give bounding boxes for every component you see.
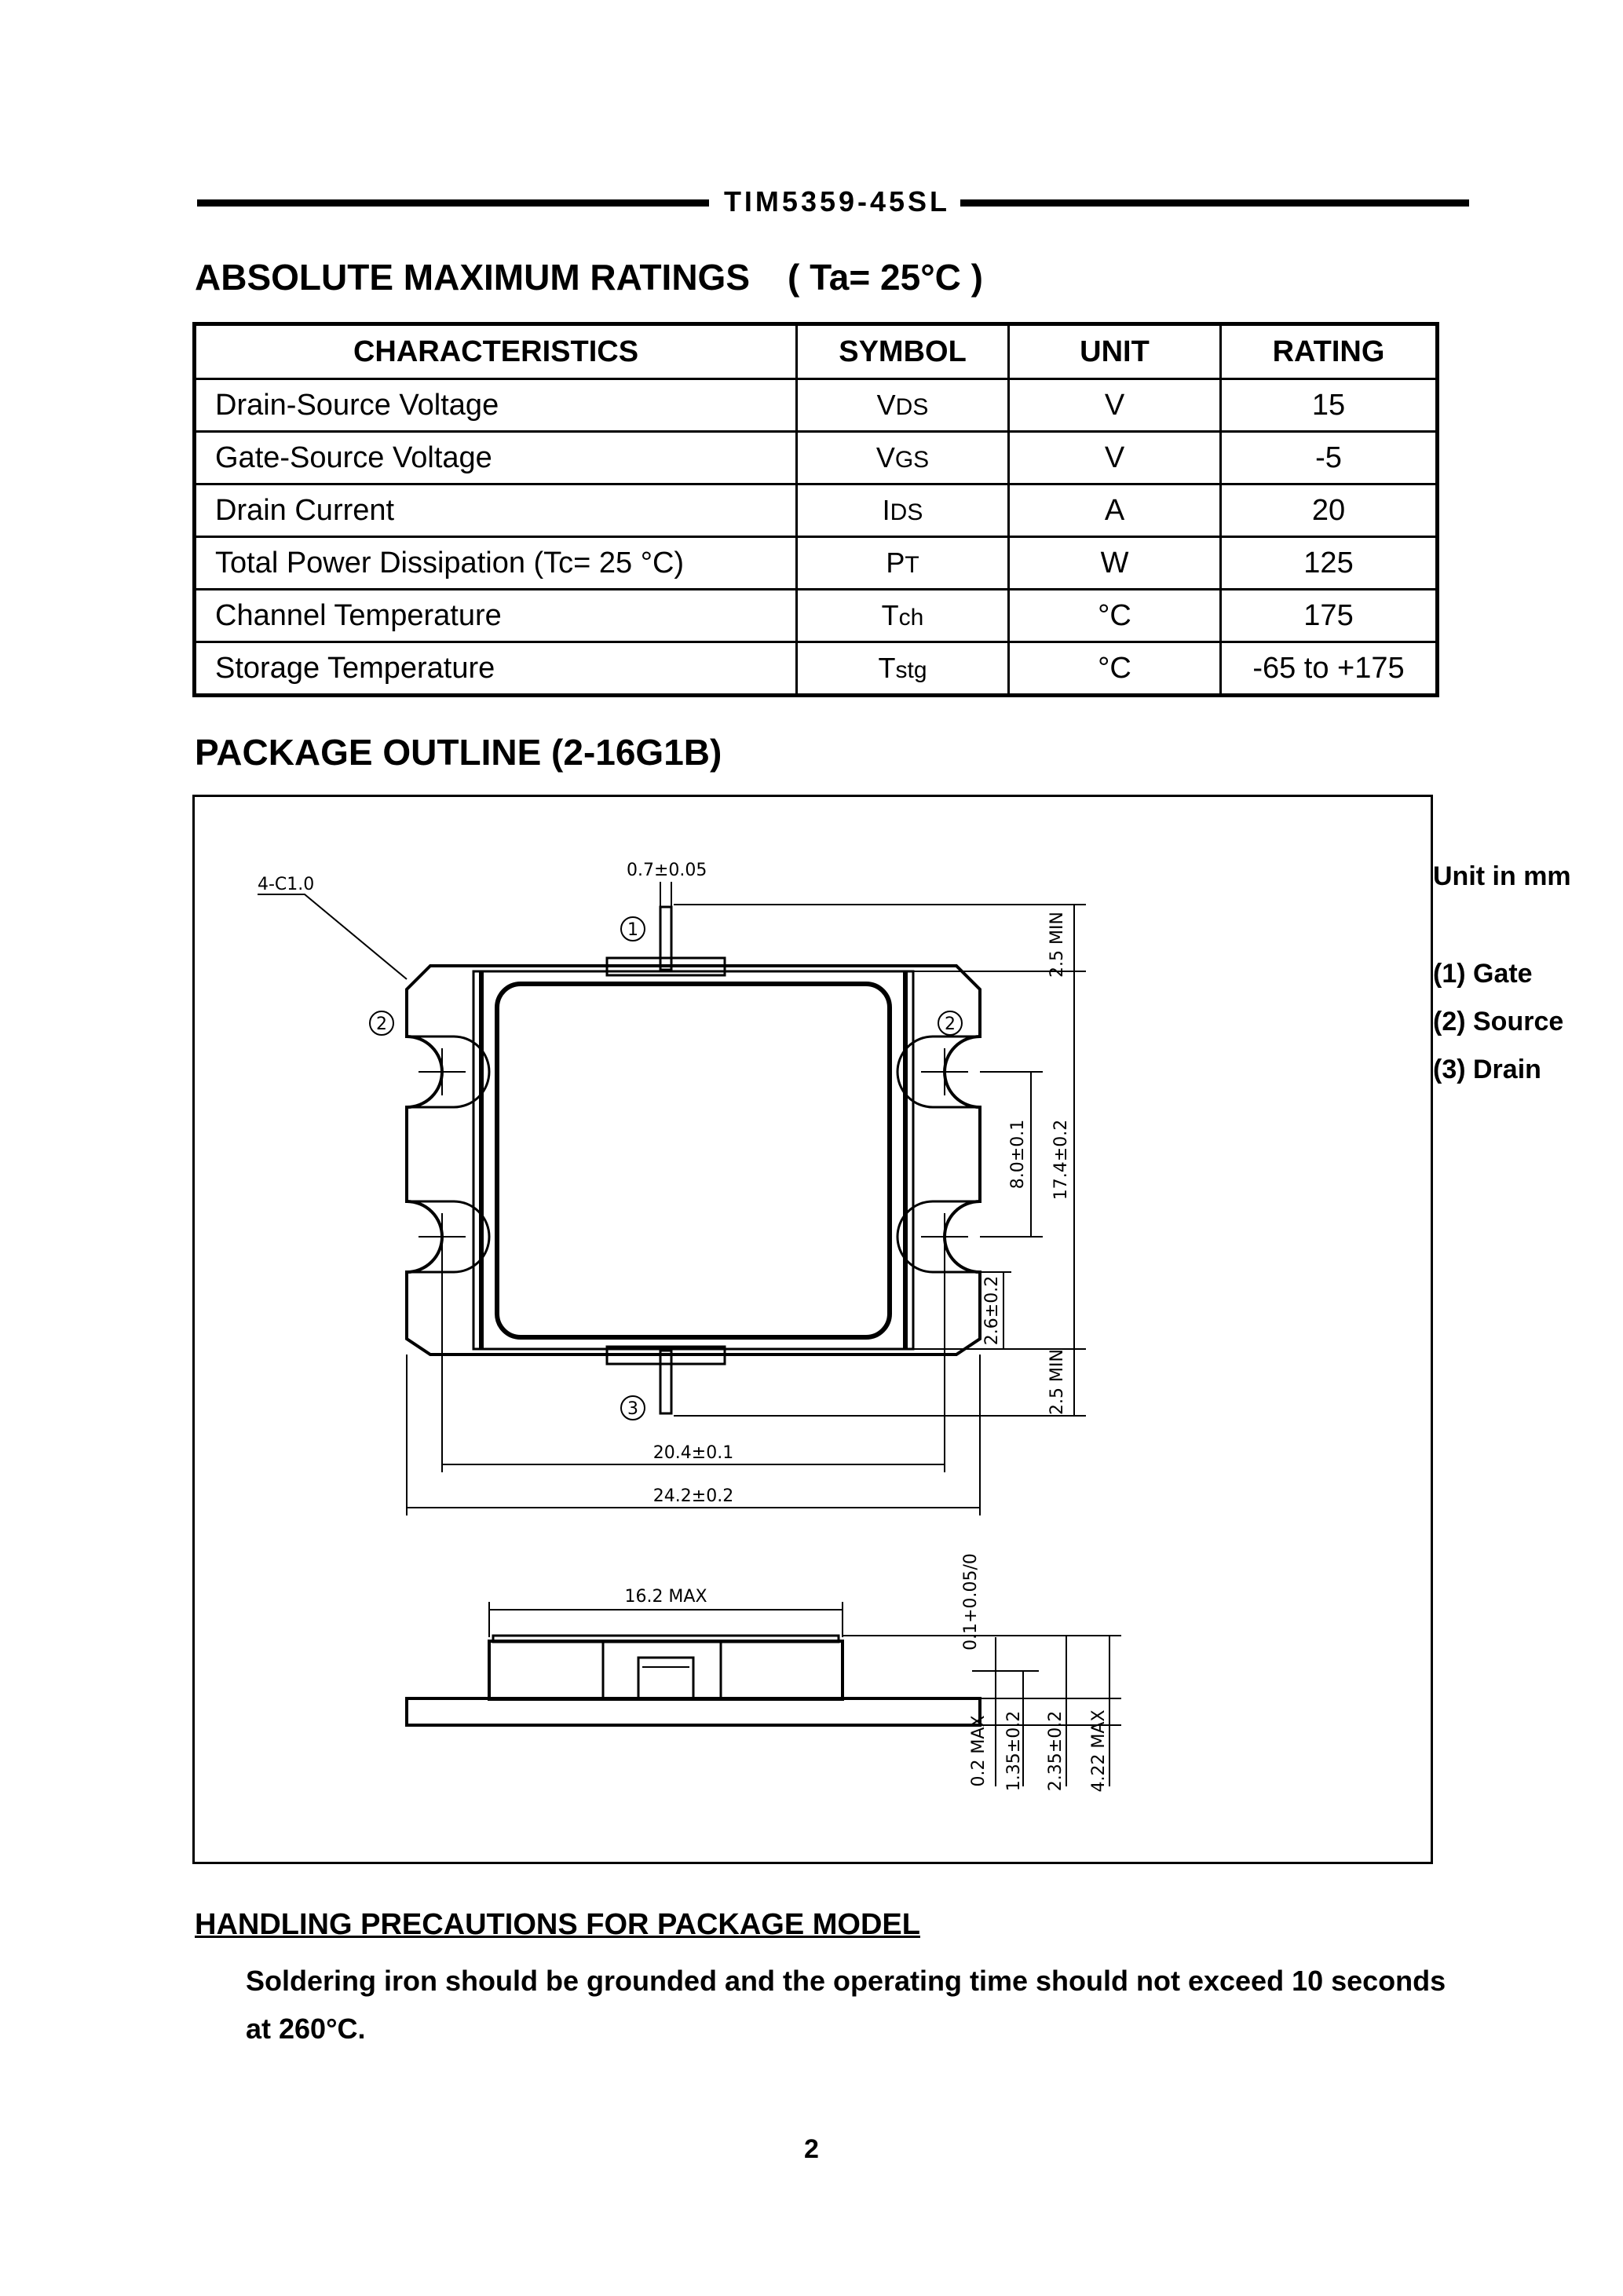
body-height-label: 17.4±0.2 (1051, 1119, 1071, 1201)
lead-length-bottom-label: 2.5 MIN (1047, 1349, 1067, 1415)
pin-gate: (1) Gate (1433, 959, 1533, 989)
lead-length-top-label: 2.5 MIN (1047, 912, 1067, 978)
lid (497, 984, 890, 1337)
handling-text (246, 1957, 1471, 2053)
rating-cell: -65 to +175 (1221, 642, 1438, 696)
side-body (489, 1641, 843, 1699)
slot-crosshairs (419, 1048, 968, 1260)
slot-edge-label: 2.6±0.2 (982, 1275, 1002, 1346)
ratings-title: ABSOLUTE MAXIMUM RATINGS (195, 257, 751, 298)
unit-cell: V (1009, 379, 1221, 432)
lead-gate (660, 907, 671, 970)
symbol-cell: Tch (797, 590, 1009, 642)
side-lid (493, 1636, 839, 1642)
header-rule-right (960, 199, 1469, 207)
pin1-label: 1 (627, 920, 638, 940)
package-drawing (195, 797, 1435, 1866)
lead-offset-label: 0.1+0.05/0 (961, 1553, 981, 1651)
unit-cell: °C (1009, 642, 1221, 696)
symbol-cell: PT (797, 537, 1009, 590)
lead-drain (660, 1351, 671, 1413)
pin-source: (2) Source (1433, 1007, 1564, 1036)
page-header (197, 187, 1469, 221)
body-frame (473, 971, 913, 1349)
side-lead-window (638, 1658, 693, 1699)
flange-min-label: 0.2 MAX (969, 1715, 989, 1787)
table-row (195, 590, 1438, 642)
table-header-row (195, 324, 1438, 379)
rating-cell: 15 (1221, 379, 1438, 432)
characteristic-cell: Gate-Source Voltage (195, 432, 797, 484)
header-rule-left (197, 199, 709, 207)
table-row (195, 537, 1438, 590)
symbol-cell: VDS (797, 379, 1009, 432)
symbol-cell: VGS (797, 432, 1009, 484)
characteristic-cell: Drain-Source Voltage (195, 379, 797, 432)
section-title-ratings (195, 256, 983, 298)
table-row (195, 484, 1438, 537)
package-title: PACKAGE OUTLINE (2-16G1B) (195, 732, 722, 773)
unit-cell: V (1009, 432, 1221, 484)
unit-cell: °C (1009, 590, 1221, 642)
characteristic-cell: Storage Temperature (195, 642, 797, 696)
rating-cell: 175 (1221, 590, 1438, 642)
flange-thick-label: 1.35±0.2 (1004, 1710, 1024, 1792)
pin2-label-right: 2 (945, 1015, 956, 1034)
slot-pitch-label: 8.0±0.1 (1008, 1119, 1028, 1190)
chamfer-label: 4-C1.0 (258, 875, 315, 894)
characteristic-cell: Channel Temperature (195, 590, 797, 642)
total-height-label: 4.22 MAX (1089, 1709, 1109, 1793)
model-name: TIM5359-45SL (723, 185, 951, 218)
characteristic-cell: Total Power Dissipation (Tc= 25 °C) (195, 537, 797, 590)
pin3-label: 3 (627, 1399, 638, 1419)
col-header-symbol: SYMBOL (797, 324, 1009, 379)
handling-line-2: at 260°C. (246, 2013, 366, 2045)
table-row (195, 379, 1438, 432)
side-flange (407, 1698, 980, 1725)
pin-drain: (3) Drain (1433, 1055, 1541, 1084)
unit-cell: W (1009, 537, 1221, 590)
pin2-label-left: 2 (376, 1015, 387, 1034)
unit-note: Unit in mm (1433, 861, 1571, 891)
rating-cell: 125 (1221, 537, 1438, 590)
handling-line-1: Soldering iron should be grounded and the operating time should not exceed 10 seconds (246, 1965, 1446, 1997)
lead-height-label: 2.35±0.2 (1046, 1710, 1066, 1792)
table-row (195, 432, 1438, 484)
symbol-cell: IDS (797, 484, 1009, 537)
symbol-cell: Tstg (797, 642, 1009, 696)
body-width-label: 24.2±0.2 (652, 1486, 734, 1506)
col-header-unit: UNIT (1009, 324, 1221, 379)
rating-cell: -5 (1221, 432, 1438, 484)
rating-cell: 20 (1221, 484, 1438, 537)
lead-width-label: 0.7±0.05 (627, 861, 707, 880)
lid-width-label: 16.2 MAX (624, 1587, 707, 1607)
mount-pitch-label: 20.4±0.1 (652, 1443, 734, 1463)
col-header-rating: RATING (1221, 324, 1438, 379)
handling-title: HANDLING PRECAUTIONS FOR PACKAGE MODEL (195, 1908, 920, 1941)
characteristic-cell: Drain Current (195, 484, 797, 537)
package-outline-frame (192, 795, 1571, 1864)
ratings-table (192, 322, 1439, 697)
ratings-condition: ( Ta= 25°C ) (788, 257, 983, 298)
col-header-characteristics: CHARACTERISTICS (195, 324, 797, 379)
page-number: 2 (804, 2134, 819, 2164)
unit-cell: A (1009, 484, 1221, 537)
table-row (195, 642, 1438, 696)
flange-outline (407, 966, 980, 1355)
